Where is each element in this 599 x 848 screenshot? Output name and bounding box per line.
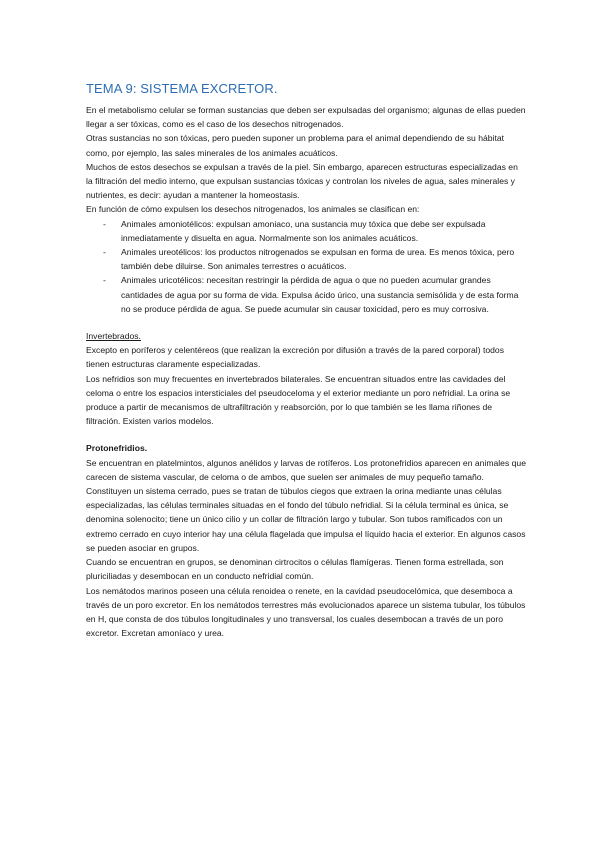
protonefridios-paragraph-1: Se encuentran en platelmintos, algunos anélidos y larvas de rotíferos. Los protonefridios aparecen en animales que carecen de sistema vascular, de celoma o de ambos, que suelen ser animales de muy pequeño tamaño. Constituyen un sistema cerrado, pues se tratan de túbulos ciegos que extraen la orina mediante unas células especializadas, las células terminales situadas en el fondo del túbulo nefridial. Si la célula terminal es única, se denomina solenocito; tiene un único cilio y un collar de filtración largo y tubular. Son tubos ramificados con un extremo cerrado en cuyo interior hay una célula flagelada que impulsa el líquido hacia el exterior. En algunos casos se pueden asociar en grupos. bbox=[86, 457, 526, 553]
list-dash: - bbox=[103, 275, 106, 286]
list-item-ureotelicos bbox=[86, 245, 526, 273]
list-item-uricotelicos bbox=[86, 273, 526, 316]
protonefridios-paragraph-2: Cuando se encuentran en grupos, se denominan cirtrocitos o células flamígeras. Tienen forma estrellada, son pluriciliadas y desembocan en un conducto nefridial común. bbox=[86, 557, 504, 582]
list-item-text: Animales ureotélicos: los productos nitrogenados se expulsan en forma de urea. Es menos tóxica, pero también debe diluirse. Son animales terrestres o acuáticos. bbox=[121, 247, 515, 272]
list-dash: - bbox=[103, 218, 106, 229]
section-heading-invertebrados: Invertebrados. bbox=[86, 331, 141, 342]
intro-paragraph-3: Muchos de estos desechos se expulsan a través de la piel. Sin embargo, aparecen estructuras especializadas en la filtración del medio interno, que expulsan sustancias tóxicas y controlan los niveles de agua, sales minerales y nutrientes, es decir: ayudan a mantener la homeostasis. bbox=[86, 161, 518, 201]
intro-paragraph-1: En el metabolismo celular se forman sustancias que deben ser expulsadas del organismo; algunas de ellas pueden llegar a ser tóxicas, como es el caso de los desechos nitrogenados. bbox=[86, 105, 526, 130]
intro-paragraph-2: Otras sustancias no son tóxicas, pero pueden suponer un problema para el animal dependiendo de su hábitat como, por ejemplo, las sales minerales de los animales acuáticos. bbox=[86, 133, 505, 158]
list-item-text: Animales amoniotélicos: expulsan amoniaco, una sustancia muy tóxica que debe ser expulsada inmediatamente y disuelta en agua. Normalmente son los animales acuáticos. bbox=[121, 218, 486, 243]
intro-paragraph-4: En función de cómo expulsen los desechos nitrogenados, los animales se clasifican en: bbox=[86, 204, 420, 215]
list-item-amoniotelicos bbox=[86, 217, 526, 245]
invertebrados-paragraph-2: Los nefridios son muy frecuentes en invertebrados bilaterales. Se encuentran situados entre las cavidades del celoma o entre los espacios intersticiales del pseudoceloma y el exterior mediante un poro nefridial. La orina se produce a partir de mecanismos de ultrafiltración y reabsorción, por lo que también se les llama riñones de filtración. Existen varios modelos. bbox=[86, 373, 511, 427]
list-dash: - bbox=[103, 247, 106, 258]
page-title: TEMA 9: SISTEMA EXCRETOR. bbox=[86, 81, 278, 96]
list-item-text: Animales uricotélicos: necesitan restringir la pérdida de agua o que no pueden acumular grandes cantidades de agua por su forma de vida. Expulsa ácido úrico, una sustancia semisólida y de esta forma no se produce pérdida de agua. Se puede acumular sin causar toxicidad, pero es muy corrosiva. bbox=[121, 275, 519, 314]
document-page bbox=[86, 80, 526, 640]
classification-list bbox=[86, 217, 526, 316]
invertebrados-paragraph-1: Excepto en poríferos y celentéreos (que realizan la excreción por difusión a través de la pared corporal) todos tienen estructuras claramente especializadas. bbox=[86, 345, 504, 370]
section-heading-protonefridios: Protonefridios. bbox=[86, 443, 148, 454]
protonefridios-paragraph-3: Los nemátodos marinos poseen una célula renoidea o renete, en la cavidad pseudocelómica, que desemboca a través de un poro excretor. En los nemátodos terrestres más evolucionados aparece un sistema tubular, los túbulos en H, que consta de dos túbulos longitudinales y uno transversal, los cuales desembocan a través de un poro excretor. Excretan amoníaco y urea. bbox=[86, 585, 526, 639]
